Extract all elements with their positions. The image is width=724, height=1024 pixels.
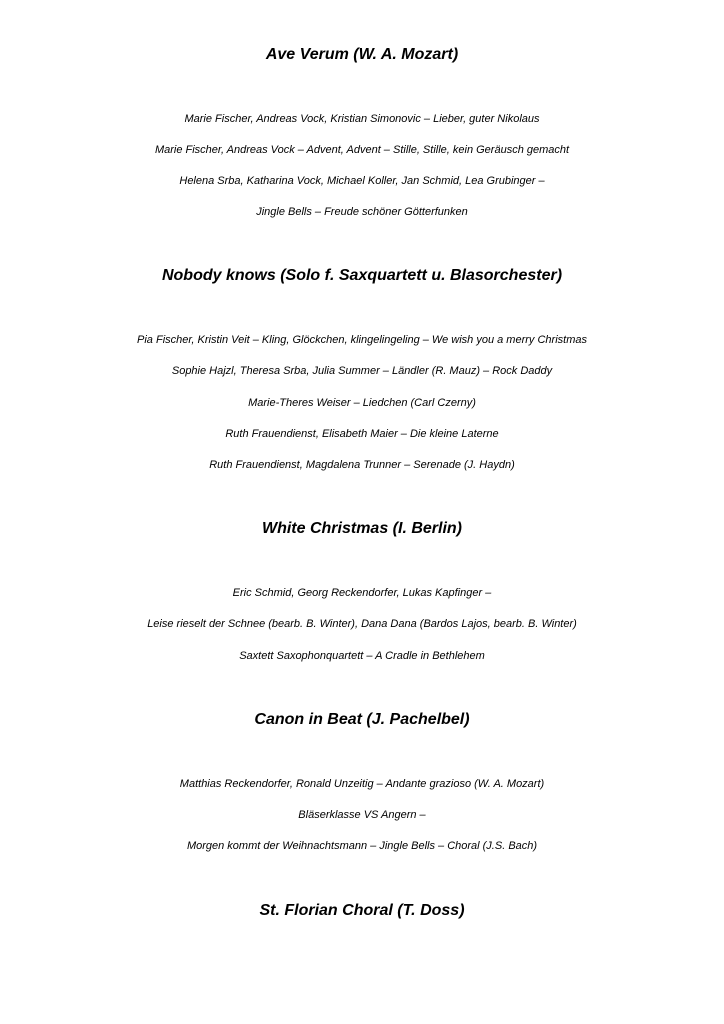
performance-line: Helena Srba, Katharina Vock, Michael Koller, Jan Schmid, Lea Grubinger –	[179, 175, 545, 187]
section-title-ave-verum: Ave Verum (W. A. Mozart)	[265, 46, 459, 63]
performance-line: Jingle Bells – Freude schöner Götterfunken	[256, 206, 468, 218]
performance-line: Marie Fischer, Andreas Vock – Advent, Advent – Stille, Stille, kein Geräusch gemacht	[154, 144, 570, 156]
performance-line: Marie-Theres Weiser – Liedchen (Carl Czerny)	[248, 397, 476, 409]
performance-line: Bläserklasse VS Angern –	[298, 809, 426, 821]
performance-line: Pia Fischer, Kristin Veit – Kling, Glöckchen, klingelingeling – We wish you a merry Christmas	[137, 334, 587, 346]
performance-line: Ruth Frauendienst, Magdalena Trunner – Serenade (J. Haydn)	[209, 459, 515, 471]
performance-line: Morgen kommt der Weihnachtsmann – Jingle Bells – Choral (J.S. Bach)	[186, 840, 538, 852]
section-title-canon-in-beat: Canon in Beat (J. Pachelbel)	[254, 711, 470, 728]
performance-line: Saxtett Saxophonquartett – A Cradle in Bethlehem	[239, 650, 485, 662]
performance-line: Matthias Reckendorfer, Ronald Unzeitig – Andante grazioso (W. A. Mozart)	[179, 778, 545, 790]
section-title-white-christmas: White Christmas (I. Berlin)	[261, 520, 463, 537]
performance-line: Eric Schmid, Georg Reckendorfer, Lukas Kapfinger –	[232, 587, 492, 599]
section-title-nobody-knows: Nobody knows (Solo f. Saxquartett u. Blasorchester)	[161, 267, 563, 284]
section-title-st-florian-choral: St. Florian Choral (T. Doss)	[259, 902, 465, 919]
performance-line: Ruth Frauendienst, Elisabeth Maier – Die kleine Laterne	[225, 428, 499, 440]
performance-line: Sophie Hajzl, Theresa Srba, Julia Summer – Ländler (R. Mauz) – Rock Daddy	[171, 365, 553, 377]
performance-line: Leise rieselt der Schnee (bearb. B. Winter), Dana Dana (Bardos Lajos, bearb. B. Winter)	[147, 618, 577, 630]
performance-line: Marie Fischer, Andreas Vock, Kristian Simonovic – Lieber, guter Nikolaus	[184, 113, 540, 125]
